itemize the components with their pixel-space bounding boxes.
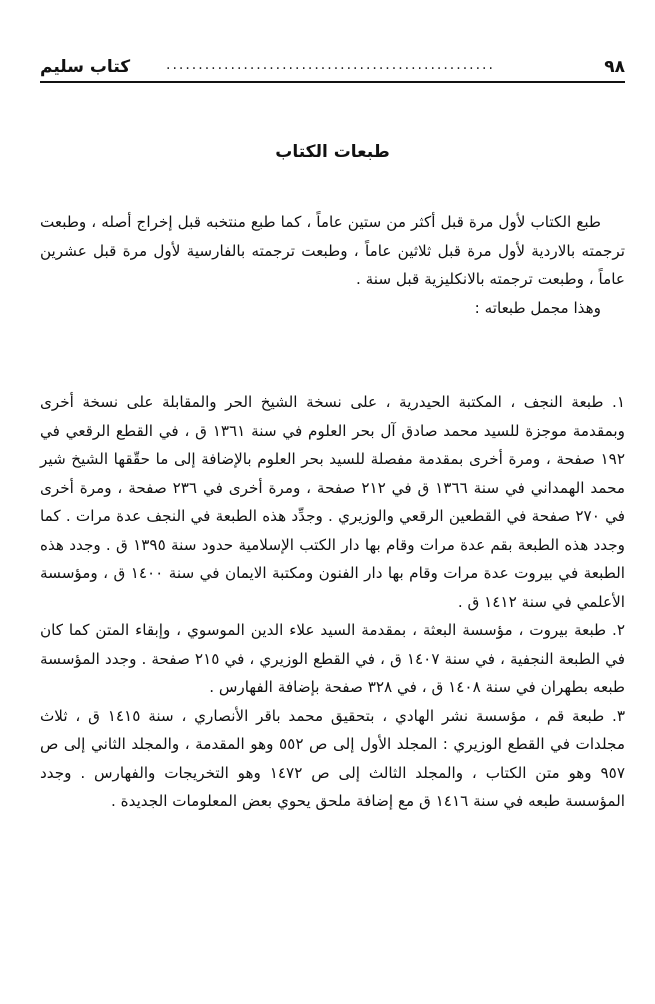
editions-list [40, 388, 625, 816]
page-number: ٩٨ [604, 57, 625, 77]
intro-section [40, 208, 625, 322]
edition-item-qom: ٣. طبعة قم ، مؤسسة نشر الهادي ، بتحقيق محمد باقر الأنصاري ، سنة ١٤١٥ ق ، ثلاث مجلدات في القطع الوزيري : المجلد الأول إلى ص ٥٥٢ وهو المقدمة ، والمجلد الثاني إلى ص ٩٥٧ وهو متن الكتاب ، والمجلد الثالث إلى ص ١٤٧٢ وهو التخريجات والفهارس . وجدد المؤسسة طبعه في سنة ١٤١٦ ق مع إضافة ملحق يحوي بعض المعلومات الجديدة . [40, 706, 625, 810]
edition-item-najaf: ١. طبعة النجف ، المكتبة الحيدرية ، على نسخة الشيخ الحر والمقابلة على نسخة أخرى وبمقدمة موجزة للسيد محمد صادق آل بحر العلوم في سنة ١٣٦١ ق ، في القطع الرقعي في ١٩٢ صفحة ، ومرة أخرى بمقدمة مفصلة للسيد بحر العلوم بالإضافة إلى ما حقّقها الشيخ شير محمد الهمداني في سنة ١٣٦٦ ق في ٢١٢ صفحة ، ومرة أخرى في ٢٣٦ صفحة ، ومرة أخرى في ٢٧٠ صفحة في القطعين الرقعي والوزيري . وجدِّد هذه الطبعة في النجف عدة مرات . كما وجدد هذه الطبعة بقم عدة مرات وقام بها دار الكتب الإسلامية حدود سنة ١٣٩٥ ق . وجدد هذه الطبعة في بيروت عدة مرات وقام بها دار الفنون ومكتبة الايمان في سنة ١٤٠٠ ق ، ومؤسسة الأعلمي في سنة ١٤١٢ ق . [40, 393, 626, 611]
book-title: كتاب سليم [40, 57, 131, 77]
section-title: طبعات الكتاب [275, 142, 390, 162]
intro-paragraph: طبع الكتاب لأول مرة قبل أكثر من ستين عاماً ، كما طبع منتخبه قبل إخراج أصله ، وطبعت ترجمته بالاردية لأول مرة قبل ثلاثين عاماً ، وطبعت ترجمته بالفارسية لأول مرة قبل عشرين عاماً ، وطبعت ترجمته بالانكليزية قبل سنة . [40, 213, 625, 288]
intro-summary-line: وهذا مجمل طبعاته : [474, 298, 601, 317]
running-header [40, 54, 625, 80]
edition-item-beirut: ٢. طبعة بيروت ، مؤسسة البعثة ، بمقدمة السيد علاء الدين الموسوي ، وإبقاء المتن كما كان في الطبعة النجفية ، في سنة ١٤٠٧ ق ، في القطع الوزيري ، في ٢١٥ صفحة . وجدد المؤسسة طبعه بطهران في سنة ١٤٠٨ ق ، في ٣٢٨ صفحة بإضافة الفهارس . [40, 621, 626, 696]
header-rule [40, 81, 625, 83]
header-leader-dots: ................................................... [166, 57, 495, 73]
